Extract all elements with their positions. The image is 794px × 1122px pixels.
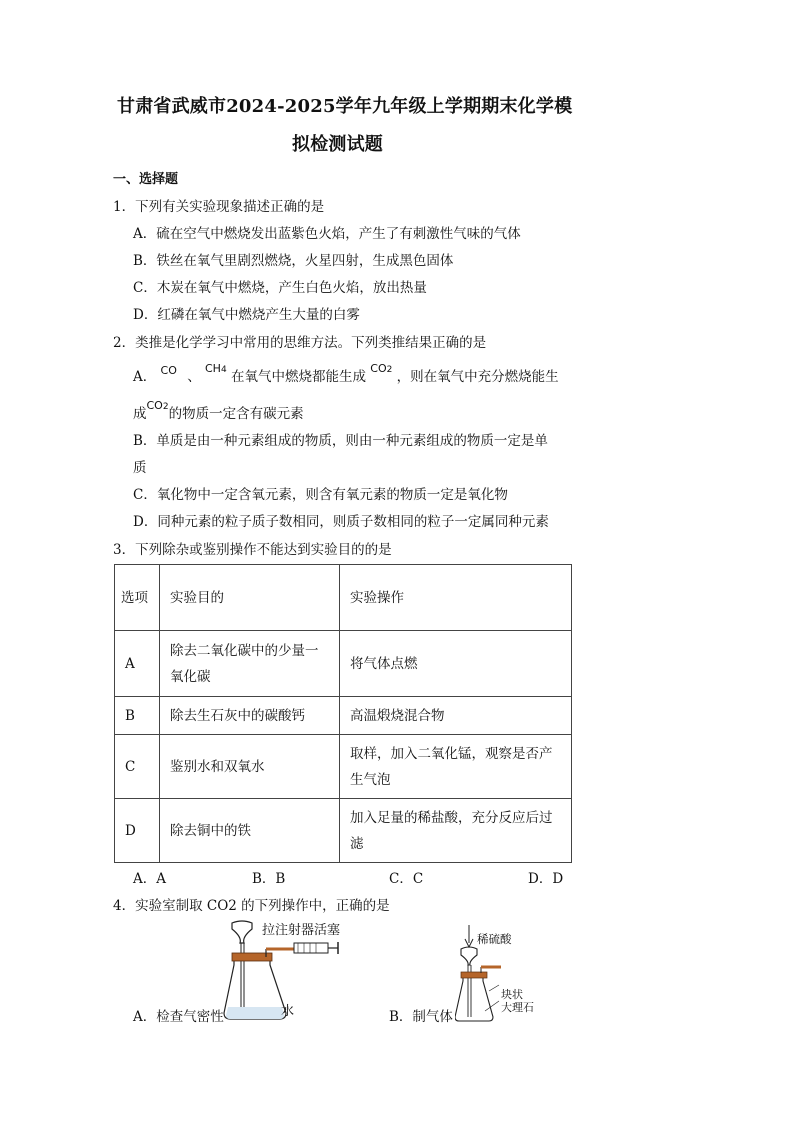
row-option: C — [115, 735, 160, 799]
q3-answer-a: A．A — [133, 871, 166, 887]
table-row — [115, 799, 572, 863]
q2-stem: 2．类推是化学学习中常用的思维方法。下列类推结果正确的是 — [113, 335, 487, 351]
q1-stem: 1．下列有关实验现象描述正确的是 — [113, 199, 325, 215]
q2-a-mid: 在氧气中燃烧都能生成 — [230, 369, 366, 385]
q2-option-d: D．同种元素的粒子质子数相同，则质子数相同的粒子一定属同种元素 — [133, 514, 549, 530]
row-operation: 加入足量的稀盐酸，充分反应后过滤 — [340, 799, 572, 863]
row-goal: 除去生石灰中的碳酸钙 — [160, 697, 340, 735]
q2-option-a-line1 — [133, 362, 559, 385]
row-operation: 取样，加入二氧化锰，观察是否产生气泡 — [340, 735, 572, 799]
q1-option-b: B．铁丝在氧气里剧烈燃烧，火星四射，生成黑色固体 — [133, 253, 454, 269]
row-option: B — [115, 697, 160, 735]
q2-option-b-line2: 质 — [133, 460, 147, 476]
q3-stem: 3．下列除杂或鉴别操作不能达到实验目的的是 — [113, 542, 392, 558]
q1-option-a: A．硫在空气中燃烧发出蓝紫色火焰，产生了有刺激性气味的气体 — [133, 226, 521, 242]
q2-a-prefix: A． — [133, 369, 157, 385]
row-operation: 将气体点燃 — [340, 631, 572, 697]
q3-answer-d: D．D — [528, 871, 564, 887]
q2-option-c: C．氧化物中一定含氧元素，则含有氧元素的物质一定是氧化物 — [133, 487, 508, 503]
q2-option-b-line1: B．单质是由一种元素组成的物质，则由一种元素组成的物质一定是单 — [133, 433, 548, 449]
q1-option-c: C．木炭在氧气中燃烧，产生白色火焰，放出热量 — [133, 280, 427, 296]
formula-co: CO — [160, 364, 177, 377]
q2-a-sep: 、 — [187, 369, 201, 385]
syringe-label: 拉注射器活塞 — [262, 923, 341, 938]
row-option: A — [115, 631, 160, 697]
q4-stem: 4．实验室制取 CO2 的下列操作中，正确的是 — [113, 898, 390, 914]
solid-label-1: 块状 — [501, 988, 523, 1001]
q1-option-d: D．红磷在氧气中燃烧产生大量的白雾 — [133, 307, 360, 323]
table-row — [115, 735, 572, 799]
water-label: 水 — [281, 1004, 295, 1019]
page-title-line1: 甘肃省武威市2024-2025学年九年级上学期期末化学模 — [117, 96, 573, 117]
acid-label: 稀硫酸 — [477, 932, 512, 946]
q4-option-b-label: B．制气体 — [389, 1009, 453, 1025]
q2-option-a-line2: 成$^{CO2}$的物质一定含有碳元素 — [133, 399, 304, 422]
formula-co2: CO2 — [370, 362, 393, 375]
row-goal: 除去二氧化碳中的少量一氧化碳 — [160, 631, 340, 697]
q4-option-a-label: A．检查气密性 — [133, 1009, 224, 1025]
header-goal: 实验目的 — [160, 565, 340, 631]
formula-ch4: CH4 — [204, 362, 227, 375]
header-option: 选项 — [115, 565, 160, 631]
q3-answer-b: B．B — [252, 871, 286, 887]
table-header-row — [115, 565, 572, 631]
q2-a-end: ，则在氧气中充分燃烧能生 — [396, 369, 559, 385]
row-goal: 除去铜中的铁 — [160, 799, 340, 863]
row-operation: 高温煅烧混合物 — [340, 697, 572, 735]
q3-answer-c: C．C — [389, 871, 424, 887]
row-option: D — [115, 799, 160, 863]
formula-co2-line2: CO2 — [146, 399, 169, 412]
table-row — [115, 631, 572, 697]
solid-label-2: 大理石 — [501, 1001, 534, 1014]
page-title-line2: 拟检测试题 — [292, 134, 383, 155]
header-operation: 实验操作 — [340, 565, 572, 631]
table-row — [115, 697, 572, 735]
section-heading: 一、选择题 — [113, 172, 179, 187]
row-goal: 鉴别水和双氧水 — [160, 735, 340, 799]
q3-table — [114, 564, 572, 863]
